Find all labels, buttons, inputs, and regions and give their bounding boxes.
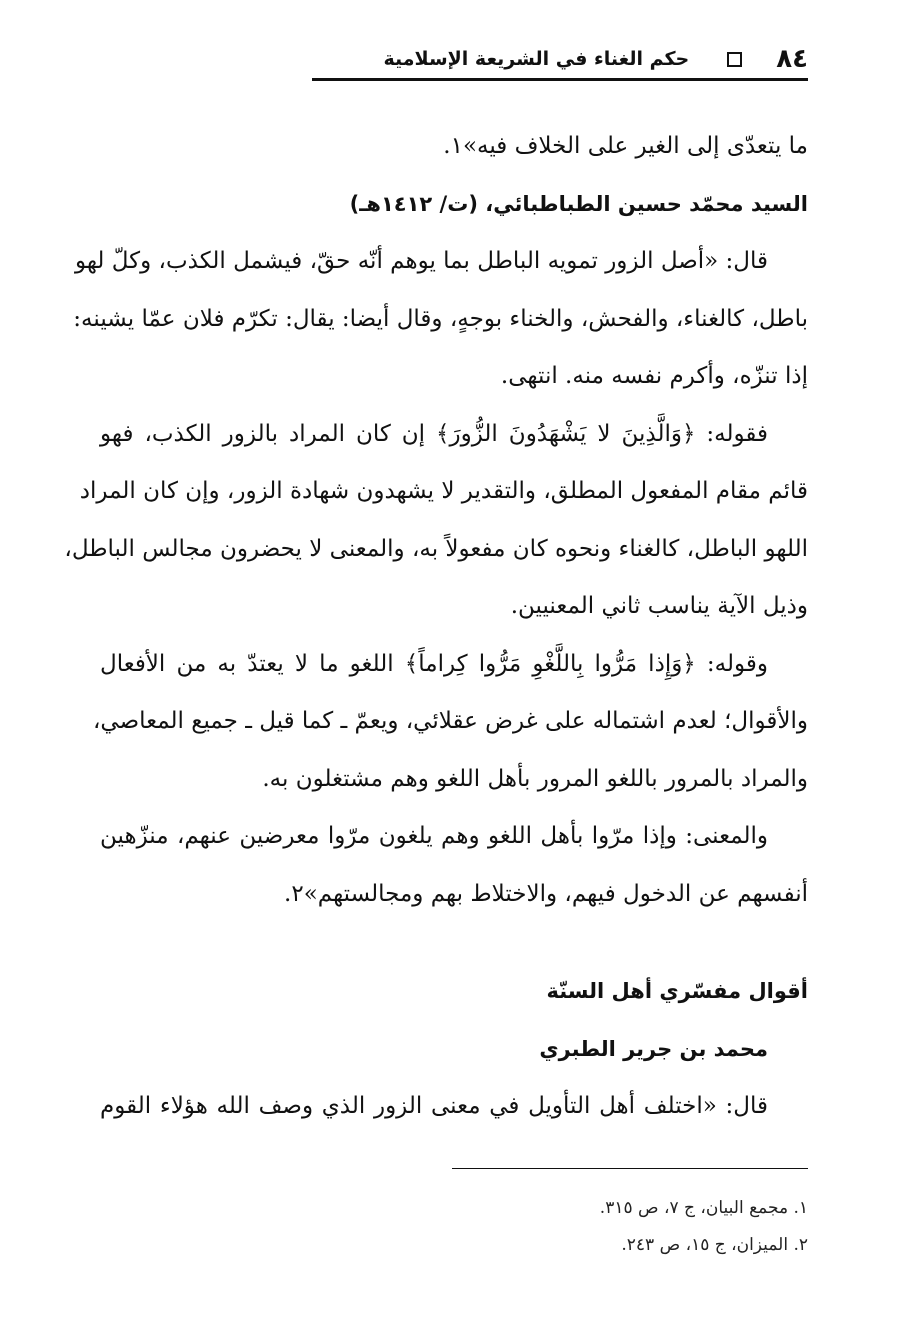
text-line: والأقوال؛ لعدم اشتماله على غرض عقلائي، ويعمّ ـ كما قيل ـ جميع المعاصي، — [92, 708, 808, 734]
text-line: وذيل الآية يناسب ثاني المعنيين. — [510, 593, 808, 619]
section-spacer — [100, 923, 808, 963]
footnote: ٢. الميزان، ج ١٥، ص ٢٤٣. — [621, 1235, 808, 1255]
text-line: والمراد بالمرور باللغو المرور بأهل اللغو وهم مشتغلون به. — [262, 765, 808, 792]
text-line: إذا تنزّه، وأكرم نفسه منه. انتهى. — [500, 363, 808, 389]
running-title: حكم الغناء في الشريعة الإسلامية — [383, 48, 690, 70]
footnote: ١. مجمع البيان، ج ٧، ص ٣١٥. — [599, 1198, 808, 1218]
square-icon — [727, 52, 742, 67]
text-line: أنفسهم عن الدخول فيهم، والاختلاط بهم ومجالستهم»٢. — [284, 880, 808, 907]
section-heading: السيد محمّد حسين الطباطبائي، (ت/ ١٤١٢هـ) — [349, 191, 808, 216]
subsection-heading: محمد بن جرير الطبري — [539, 1036, 768, 1061]
text-line: باطل، كالغناء، والفحش، والخناء بوجهٍ، وقال أيضا: يقال: تكرّم فلان عمّا يشينه: — [73, 305, 808, 332]
text-line: اللهو الباطل، كالغناء ونحوه كان مفعولاً به، والمعنى لا يحضرون مجالس الباطل، — [64, 535, 808, 562]
text-line: قائم مقام المفعول المطلق، والتقدير لا يشهدون شهادة الزور، وإن كان المراد — [79, 478, 808, 504]
page-header — [312, 40, 808, 81]
text-line: وقوله: ﴿وَإِذا مَرُّوا بِاللَّغْوِ مَرُّوا كِراماً﴾ اللغو ما لا يعتدّ به من الأفعال — [100, 650, 768, 677]
text-line: قال: «أصل الزور تمويه الباطل بما يوهم أنّه حقّ، فيشمل الكذب، وكلّ لهو — [74, 248, 768, 274]
footnotes — [420, 1190, 808, 1264]
text-line: ما يتعدّى إلى الغير على الخلاف فيه»١. — [443, 133, 808, 159]
text-line: فقوله: ﴿وَالَّذِينَ لا يَشْهَدُونَ الزُّورَ﴾ إن كان المراد بالزور الكذب، فهو — [100, 420, 768, 447]
text-line: قال: «اختلف أهل التأويل في معنى الزور الذي وصف الله هؤلاء القوم — [100, 1093, 768, 1119]
footnote-divider — [452, 1168, 808, 1169]
main-text — [64, 118, 808, 1136]
text-line: والمعنى: وإذا مرّوا بأهل اللغو وهم يلغون مرّوا معرضين عنهم، منزّهين — [100, 823, 768, 849]
page-number: ٨٤ — [776, 44, 808, 74]
section-heading: أقوال مفسّري أهل السنّة — [546, 979, 808, 1003]
